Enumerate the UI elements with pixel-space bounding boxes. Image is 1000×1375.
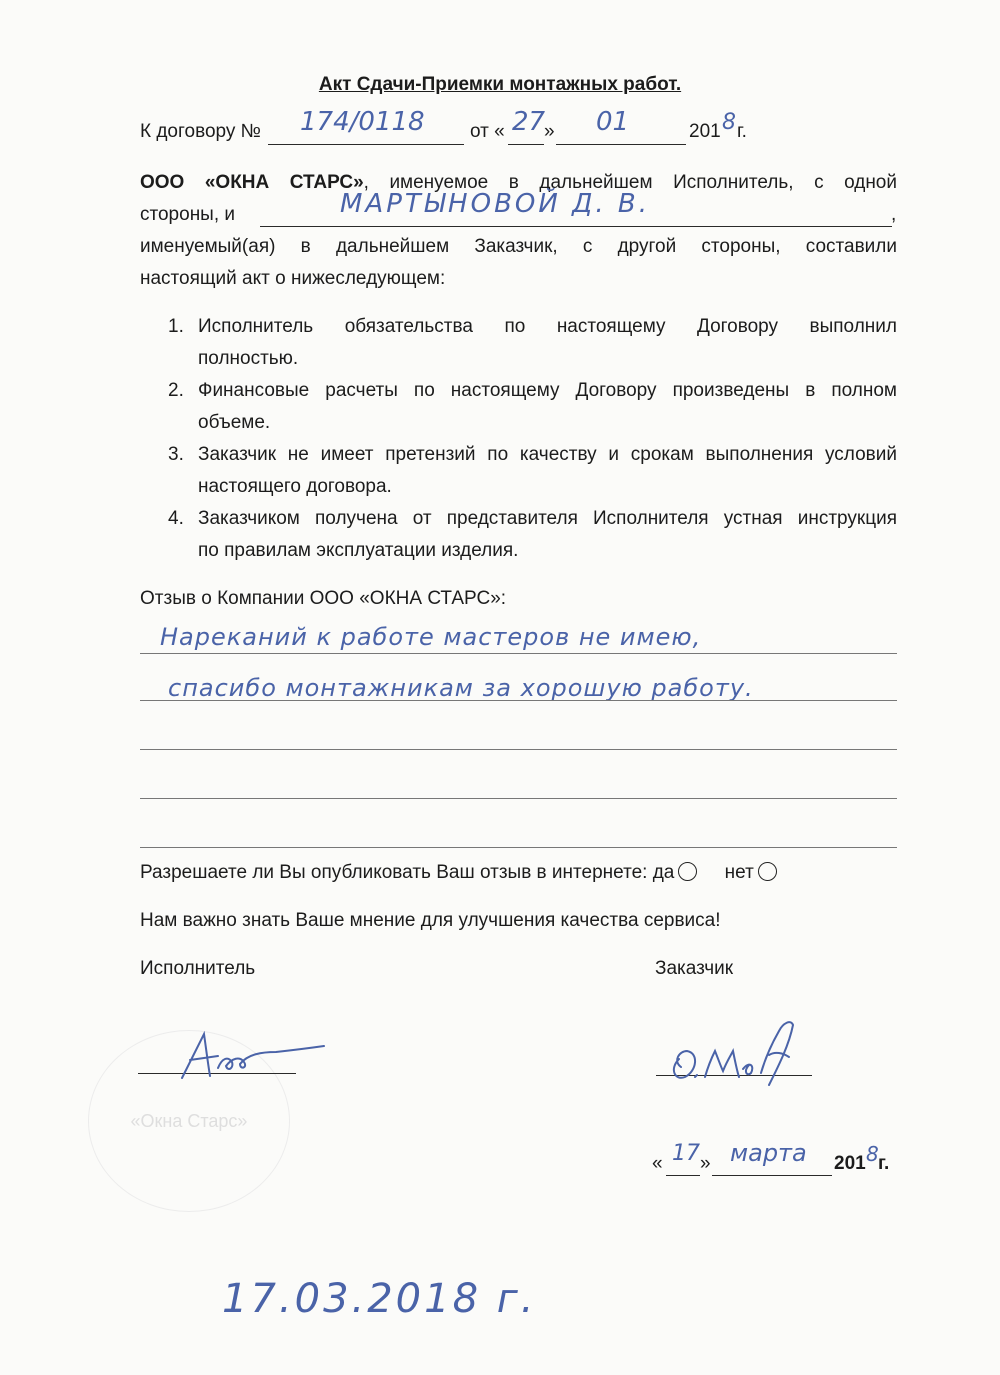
item-3-number: 3. bbox=[168, 444, 184, 465]
contract-from-label: от « bbox=[470, 121, 505, 142]
review-line-1: Нареканий к работе мастеров не имею, bbox=[160, 623, 702, 651]
review-rule-1 bbox=[140, 653, 897, 654]
publish-no-label: нет bbox=[724, 862, 754, 883]
customer-name: МАРТЫНОВОЙ Д. В. bbox=[340, 189, 651, 219]
publish-yes-label: да bbox=[652, 862, 675, 883]
item-1-line-1: Исполнитель обязательства по настоящему Договору выполнил bbox=[198, 316, 897, 337]
stamp-text: «Окна Старс» bbox=[130, 1110, 248, 1131]
intro-line-3: именуемый(ая) в дальнейшем Заказчик, с другой стороны, составили bbox=[140, 236, 897, 257]
contract-label: К договору № bbox=[140, 121, 262, 142]
customer-label: Заказчик bbox=[655, 958, 734, 979]
sign-date-year-prefix: 201 bbox=[834, 1153, 866, 1174]
contract-day-close-quote: » bbox=[544, 121, 555, 142]
review-rule-2 bbox=[140, 700, 897, 701]
document-title: Акт Сдачи-Приемки монтажных работ. bbox=[318, 74, 682, 95]
publish-question: Разрешаете ли Вы опубликовать Ваш отзыв в интернете: bbox=[140, 862, 648, 883]
publish-row bbox=[140, 857, 777, 889]
intro-line-2-end: , bbox=[891, 204, 897, 225]
company-name: ООО «ОКНА СТАРС» bbox=[140, 172, 364, 193]
contract-year-digit: 8 bbox=[722, 110, 736, 135]
item-4-line-1: Заказчиком получена от представителя Исполнителя устная инструкция bbox=[198, 508, 897, 529]
review-rule-3 bbox=[140, 749, 897, 750]
review-rule-5 bbox=[140, 847, 897, 848]
review-line-2: спасибо монтажникам за хорошую работу. bbox=[168, 674, 754, 702]
sign-date-month-underline bbox=[712, 1175, 832, 1176]
executor-label: Исполнитель bbox=[140, 958, 256, 979]
contract-day-underline bbox=[508, 144, 544, 145]
contract-number: 174/0118 bbox=[300, 107, 425, 137]
review-label: Отзыв о Компании ООО «ОКНА СТАРС»: bbox=[140, 588, 507, 609]
intro-line-1-rest: , именуемое в дальнейшем Исполнитель, с одной bbox=[363, 172, 897, 193]
contract-year-prefix: 201 bbox=[689, 121, 721, 142]
publish-no-radio[interactable] bbox=[758, 862, 777, 881]
item-2-line-1: Финансовые расчеты по настоящему Договору произведены в полном bbox=[198, 380, 897, 401]
sign-date-year-digit: 8 bbox=[866, 1142, 879, 1166]
item-3-line-2: настоящего договора. bbox=[198, 476, 392, 497]
contract-year-suffix: г. bbox=[737, 121, 747, 142]
contract-number-underline bbox=[268, 144, 464, 145]
item-4-line-2: по правилам эксплуатации изделия. bbox=[198, 540, 519, 561]
sign-date-month: марта bbox=[730, 1139, 807, 1167]
item-4-number: 4. bbox=[168, 508, 184, 529]
contract-day: 27 bbox=[512, 107, 546, 137]
handwritten-date: 17.03.2018 г. bbox=[222, 1276, 537, 1322]
intro-line-2-start: стороны, и bbox=[140, 204, 236, 225]
contract-month-underline bbox=[556, 144, 686, 145]
contract-month: 01 bbox=[596, 107, 630, 137]
intro-line-4: настоящий акт о нижеследующем: bbox=[140, 268, 446, 289]
review-rule-4 bbox=[140, 798, 897, 799]
feedback-note: Нам важно знать Ваше мнение для улучшения качества сервиса! bbox=[140, 910, 721, 931]
item-2-number: 2. bbox=[168, 380, 184, 401]
customer-signature bbox=[665, 1015, 805, 1095]
item-3-line-1: Заказчик не имеет претензий по качеству и срокам выполнения условий bbox=[198, 444, 897, 465]
sign-date-day: 17 bbox=[672, 1141, 700, 1166]
sign-date-day-underline bbox=[666, 1175, 700, 1176]
item-1-number: 1. bbox=[168, 316, 184, 337]
sign-date-open-quote: « bbox=[652, 1153, 663, 1174]
item-1-line-2: полностью. bbox=[198, 348, 299, 369]
customer-name-underline bbox=[260, 226, 892, 227]
sign-date-year-suffix: г. bbox=[878, 1153, 890, 1174]
publish-yes-radio[interactable] bbox=[678, 862, 697, 881]
sign-date-close-quote: » bbox=[700, 1153, 711, 1174]
executor-signature bbox=[178, 1028, 328, 1083]
item-2-line-2: объеме. bbox=[198, 412, 271, 433]
